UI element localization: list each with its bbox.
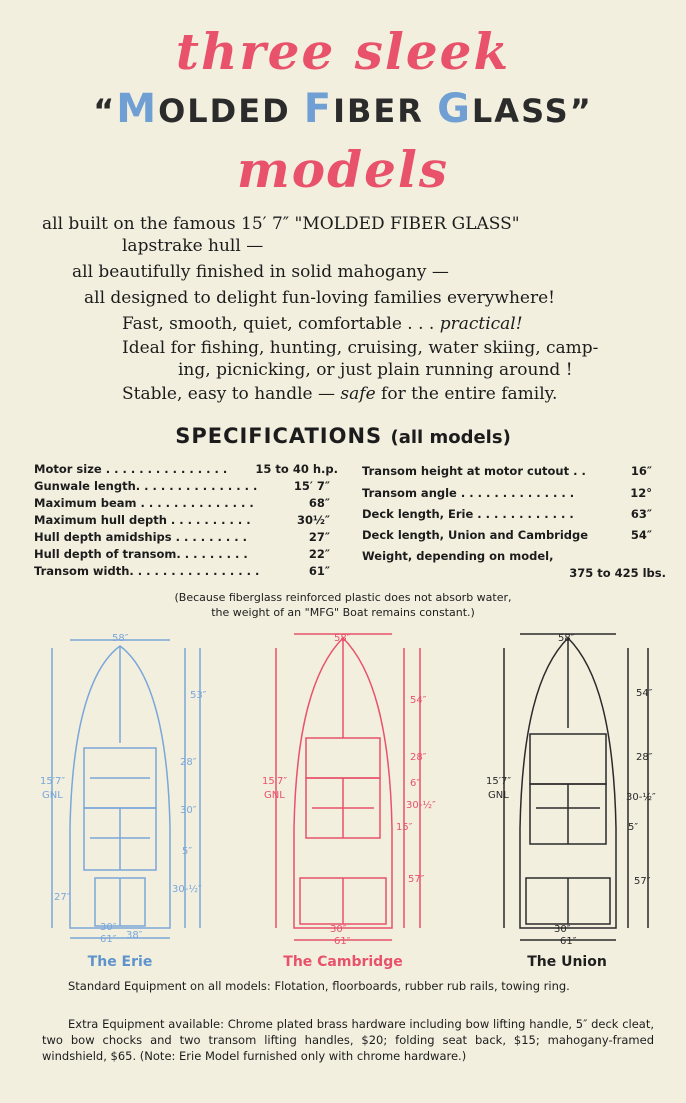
spec-row — [362, 549, 652, 564]
intro-line: lapstrake hull — — [122, 236, 264, 256]
dim-label: 57″ — [408, 874, 425, 885]
intro-line: all beautifully finished in solid mahogany — — [72, 262, 449, 282]
dim-label: 5″ — [182, 846, 193, 857]
intro-line: Ideal for fishing, hunting, cruising, water skiing, camp- — [122, 338, 599, 358]
spec-value: 22″ — [308, 547, 330, 561]
title-line-1: three sleek — [175, 22, 511, 81]
dim-label: 30-½″ — [406, 800, 436, 811]
dim-label: 57″ — [634, 876, 651, 887]
specs-heading — [0, 424, 686, 448]
spec-label: Maximum beam . . . . . . . . . . . . . . — [34, 496, 254, 510]
spec-row — [34, 513, 330, 528]
boat-diagrams — [0, 628, 686, 948]
spec-value: 63″ — [630, 507, 652, 521]
dim-label: GNL — [264, 790, 285, 801]
weight-note: (Because fiberglass reinforced plastic does not absorb water, — [174, 591, 512, 604]
intro-text: for the entire family. — [381, 384, 558, 404]
dim-label: 53″ — [190, 690, 207, 701]
spec-value: 15′ 7″ — [293, 479, 330, 493]
spec-value: 61″ — [308, 564, 330, 578]
dim-label: 28″ — [180, 757, 197, 768]
spec-value: 12° — [630, 486, 652, 500]
spec-row — [34, 547, 330, 562]
standard-equipment: Standard Equipment on all models: Flotation, floorboards, rubber rub rails, towing ring. — [68, 979, 570, 993]
dim-label: 30″ — [100, 922, 117, 933]
spec-value: 68″ — [308, 496, 330, 510]
dim-label: 15′7″ — [40, 776, 66, 787]
intro-line — [122, 314, 523, 334]
title-part: “ — [93, 92, 117, 130]
intro-line: all designed to delight fun-loving families everywhere! — [84, 288, 556, 308]
spec-value: 15 to 40 h.p. — [255, 462, 338, 476]
dim-label: 30-½″ — [172, 884, 202, 895]
intro-emphasis: safe — [340, 384, 376, 404]
title-part: IBER — [333, 92, 438, 130]
spec-label: Gunwale length. . . . . . . . . . . . . . . — [34, 479, 258, 493]
dim-label: GNL — [42, 790, 63, 801]
boat-label-erie: The Erie — [87, 954, 153, 970]
spec-value: 16″ — [630, 464, 652, 478]
title-part: F — [303, 86, 334, 132]
intro-text: Fast, smooth, quiet, comfortable . . . — [122, 314, 435, 334]
intro-line — [122, 384, 557, 404]
spec-value: 30½″ — [296, 513, 330, 527]
intro-emphasis: practical! — [439, 314, 523, 334]
boat-drawing-cambridge — [276, 634, 420, 940]
dim-label: 30″ — [330, 924, 347, 935]
dim-label: 61″ — [560, 936, 577, 947]
dim-label: 28″ — [636, 752, 653, 763]
extra-equipment: Extra Equipment available: Chrome plated brass hardware including bow lifting handle, 5″ deck cleat, two bow chocks and two transom lifting handles, $20; folding seat back, $15; mahogany-framed windshield, $65. (Note: Erie Model furnished only with chrome hardware.) — [42, 1017, 654, 1063]
dim-label: 30″ — [180, 805, 197, 816]
dim-label: 15″ — [396, 822, 413, 833]
spec-row — [362, 464, 652, 479]
spec-label: Hull depth amidships . . . . . . . . . — [34, 530, 247, 544]
spec-row — [362, 528, 652, 543]
spec-row — [34, 564, 330, 579]
dim-label: 61″ — [334, 936, 351, 947]
dim-label: 6″ — [410, 778, 421, 789]
spec-row — [34, 530, 330, 545]
spec-label: Transom width. . . . . . . . . . . . . . . . — [34, 564, 260, 578]
spec-label: Hull depth of transom. . . . . . . . . — [34, 547, 248, 561]
dim-label: 30-½″ — [626, 792, 656, 803]
spec-row — [34, 496, 330, 511]
title-part: OLDED — [158, 92, 304, 130]
spec-value: 375 to 425 lbs. — [569, 566, 666, 580]
dim-label: GNL — [488, 790, 509, 801]
dim-label: 54″ — [636, 688, 653, 699]
dim-label: 15′7″ — [486, 776, 512, 787]
dim-label: 61″ — [100, 934, 117, 945]
specs-heading-main: SPECIFICATIONS — [175, 424, 383, 448]
dim-label: 58″ — [334, 633, 351, 644]
title-part: G — [437, 86, 472, 132]
spec-value: 54″ — [630, 528, 652, 542]
spec-label: Motor size . . . . . . . . . . . . . . . — [34, 462, 228, 476]
boat-drawing-union — [504, 634, 651, 940]
title-part: LASS” — [471, 92, 593, 130]
spec-label: Weight, depending on model, — [362, 549, 554, 563]
spec-row — [362, 507, 652, 522]
spec-row — [34, 462, 338, 477]
boat-label-union: The Union — [527, 954, 607, 970]
title-line-2 — [0, 86, 686, 132]
dim-label: 5″ — [628, 822, 639, 833]
intro-line: ing, picnicking, or just plain running around ! — [178, 360, 573, 380]
boat-label-cambridge: The Cambridge — [283, 954, 403, 970]
title-part: M — [116, 86, 159, 132]
dim-label: 38″ — [126, 930, 143, 941]
spec-label: Deck length, Erie . . . . . . . . . . . . — [362, 507, 574, 521]
spec-label: Transom angle . . . . . . . . . . . . . . — [362, 486, 575, 500]
dim-label: 58″ — [112, 633, 129, 644]
spec-label: Deck length, Union and Cambridge — [362, 528, 589, 542]
dim-label: 15′7″ — [262, 776, 288, 787]
dim-label: 30″ — [554, 924, 571, 935]
dim-label: 58″ — [558, 633, 575, 644]
spec-row — [34, 479, 330, 494]
dim-label: 27″ — [54, 892, 71, 903]
intro-text: Stable, easy to handle — — [122, 384, 336, 404]
spec-label: Maximum hull depth . . . . . . . . . . — [34, 513, 251, 527]
weight-note: the weight of an "MFG" Boat remains constant.) — [211, 606, 475, 619]
title-line-3: models — [236, 140, 450, 199]
spec-value: 27″ — [308, 530, 330, 544]
spec-row — [362, 486, 652, 501]
dim-label: 28″ — [410, 752, 427, 763]
intro-line: all built on the famous 15′ 7″ "MOLDED FIBER GLASS" — [42, 214, 520, 234]
dim-label: 54″ — [410, 695, 427, 706]
spec-row — [362, 566, 666, 581]
spec-label: Transom height at motor cutout . . — [362, 464, 586, 478]
specs-heading-sub: (all models) — [390, 427, 511, 448]
